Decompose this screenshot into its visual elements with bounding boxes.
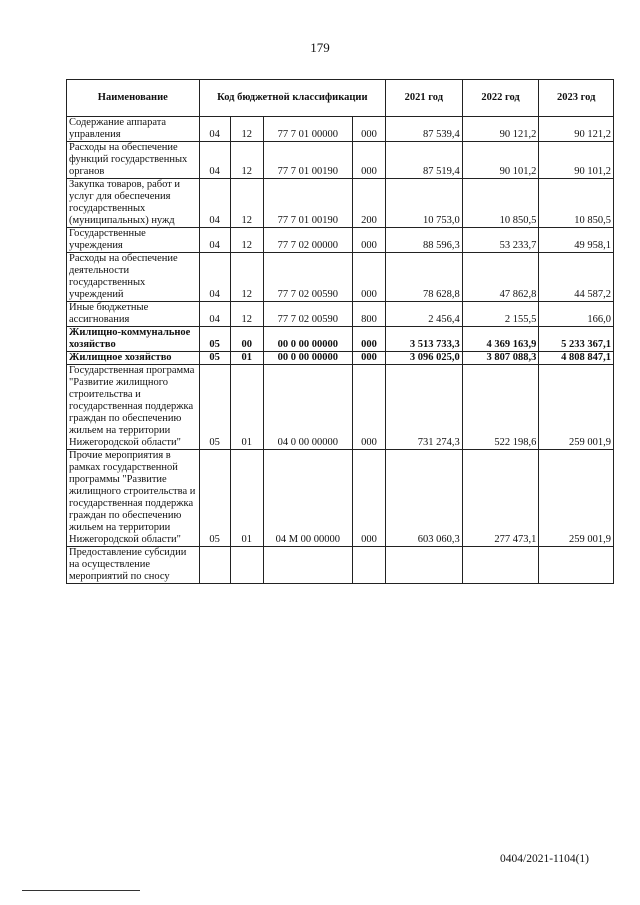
amount-2021 [386, 547, 463, 584]
header-2021: 2021 год [386, 80, 463, 117]
code-expense-type [352, 547, 385, 584]
table-row [67, 302, 614, 327]
table-row [67, 547, 614, 584]
table-row [67, 352, 614, 365]
amount-2023: 166,0 [539, 302, 614, 327]
code-expense-type: 000 [352, 365, 385, 450]
code-expense-type: 000 [352, 117, 385, 142]
header-2023: 2023 год [539, 80, 614, 117]
code-target-article: 77 7 02 00590 [263, 253, 352, 302]
amount-2022: 2 155,5 [462, 302, 539, 327]
row-name: Расходы на обеспечение деятельности государственных учреждений [67, 253, 200, 302]
code-target-article: 04 М 00 00000 [263, 450, 352, 547]
code-subsection: 12 [230, 253, 263, 302]
code-expense-type: 800 [352, 302, 385, 327]
amount-2023: 90 101,2 [539, 142, 614, 179]
code-subsection: 12 [230, 302, 263, 327]
code-subsection: 00 [230, 327, 263, 352]
code-section: 04 [199, 117, 230, 142]
table-row [67, 327, 614, 352]
header-code: Код бюджетной классификации [199, 80, 385, 117]
amount-2023: 90 121,2 [539, 117, 614, 142]
footer-divider [22, 890, 140, 891]
amount-2021: 3 096 025,0 [386, 352, 463, 365]
amount-2021: 87 539,4 [386, 117, 463, 142]
amount-2023: 4 808 847,1 [539, 352, 614, 365]
page-number: 179 [310, 40, 330, 55]
row-name: Жилищное хозяйство [67, 352, 200, 365]
code-target-article: 77 7 01 00190 [263, 179, 352, 228]
code-expense-type: 000 [352, 450, 385, 547]
code-target-article: 04 0 00 00000 [263, 365, 352, 450]
amount-2022: 47 862,8 [462, 253, 539, 302]
row-name: Государственные учреждения [67, 228, 200, 253]
code-subsection: 01 [230, 365, 263, 450]
table-row [67, 365, 614, 450]
code-section: 05 [199, 352, 230, 365]
code-subsection: 01 [230, 450, 263, 547]
amount-2022: 10 850,5 [462, 179, 539, 228]
amount-2022: 90 121,2 [462, 117, 539, 142]
amount-2021: 2 456,4 [386, 302, 463, 327]
code-target-article: 77 7 02 00590 [263, 302, 352, 327]
amount-2023: 49 958,1 [539, 228, 614, 253]
code-section: 05 [199, 365, 230, 450]
header-name: Наименование [67, 80, 200, 117]
code-section: 04 [199, 179, 230, 228]
code-target-article: 00 0 00 00000 [263, 352, 352, 365]
code-target-article: 00 0 00 00000 [263, 327, 352, 352]
amount-2022 [462, 547, 539, 584]
budget-table [66, 79, 614, 584]
code-expense-type: 000 [352, 253, 385, 302]
code-expense-type: 000 [352, 352, 385, 365]
row-name: Жилищно-коммунальное хозяйство [67, 327, 200, 352]
row-name: Расходы на обеспечение функций государственных органов [67, 142, 200, 179]
table-row [67, 179, 614, 228]
table-row [67, 117, 614, 142]
row-name: Прочие мероприятия в рамках государственной программы "Развитие жилищного строительства и государственная поддержка граждан по обеспечению жильем на территории Нижегородской области" [67, 450, 200, 547]
amount-2023 [539, 547, 614, 584]
amount-2021: 78 628,8 [386, 253, 463, 302]
amount-2022: 90 101,2 [462, 142, 539, 179]
row-name: Государственная программа "Развитие жилищного строительства и государственная поддержка граждан по обеспечению жильем на территории Нижегородской области" [67, 365, 200, 450]
table-row [67, 450, 614, 547]
row-name: Иные бюджетные ассигнования [67, 302, 200, 327]
code-subsection [230, 547, 263, 584]
document-code: 0404/2021-1104(1) [500, 853, 590, 865]
code-section: 05 [199, 327, 230, 352]
amount-2022: 4 369 163,9 [462, 327, 539, 352]
code-target-article [263, 547, 352, 584]
amount-2021: 3 513 733,3 [386, 327, 463, 352]
amount-2021: 603 060,3 [386, 450, 463, 547]
code-section: 04 [199, 228, 230, 253]
code-expense-type: 000 [352, 142, 385, 179]
code-expense-type: 000 [352, 327, 385, 352]
code-target-article: 77 7 01 00000 [263, 117, 352, 142]
table-row [67, 228, 614, 253]
amount-2021: 10 753,0 [386, 179, 463, 228]
amount-2022: 522 198,6 [462, 365, 539, 450]
amount-2023: 259 001,9 [539, 365, 614, 450]
row-name: Содержание аппарата управления [67, 117, 200, 142]
code-section: 04 [199, 142, 230, 179]
table-header-row [67, 80, 614, 117]
code-subsection: 12 [230, 179, 263, 228]
header-2022: 2022 год [462, 80, 539, 117]
amount-2022: 3 807 088,3 [462, 352, 539, 365]
amount-2022: 53 233,7 [462, 228, 539, 253]
amount-2023: 44 587,2 [539, 253, 614, 302]
amount-2021: 731 274,3 [386, 365, 463, 450]
code-section: 04 [199, 253, 230, 302]
amount-2023: 10 850,5 [539, 179, 614, 228]
table-row [67, 253, 614, 302]
code-expense-type: 000 [352, 228, 385, 253]
code-section: 05 [199, 450, 230, 547]
code-section [199, 547, 230, 584]
code-subsection: 12 [230, 142, 263, 179]
amount-2021: 87 519,4 [386, 142, 463, 179]
code-subsection: 12 [230, 117, 263, 142]
amount-2023: 259 001,9 [539, 450, 614, 547]
code-target-article: 77 7 01 00190 [263, 142, 352, 179]
amount-2022: 277 473,1 [462, 450, 539, 547]
row-name: Предоставление субсидии на осуществление мероприятий по сносу [67, 547, 200, 584]
amount-2023: 5 233 367,1 [539, 327, 614, 352]
code-section: 04 [199, 302, 230, 327]
code-target-article: 77 7 02 00000 [263, 228, 352, 253]
code-expense-type: 200 [352, 179, 385, 228]
amount-2021: 88 596,3 [386, 228, 463, 253]
row-name: Закупка товаров, работ и услуг для обеспечения государственных (муниципальных) нужд [67, 179, 200, 228]
table-row [67, 142, 614, 179]
code-subsection: 01 [230, 352, 263, 365]
code-subsection: 12 [230, 228, 263, 253]
